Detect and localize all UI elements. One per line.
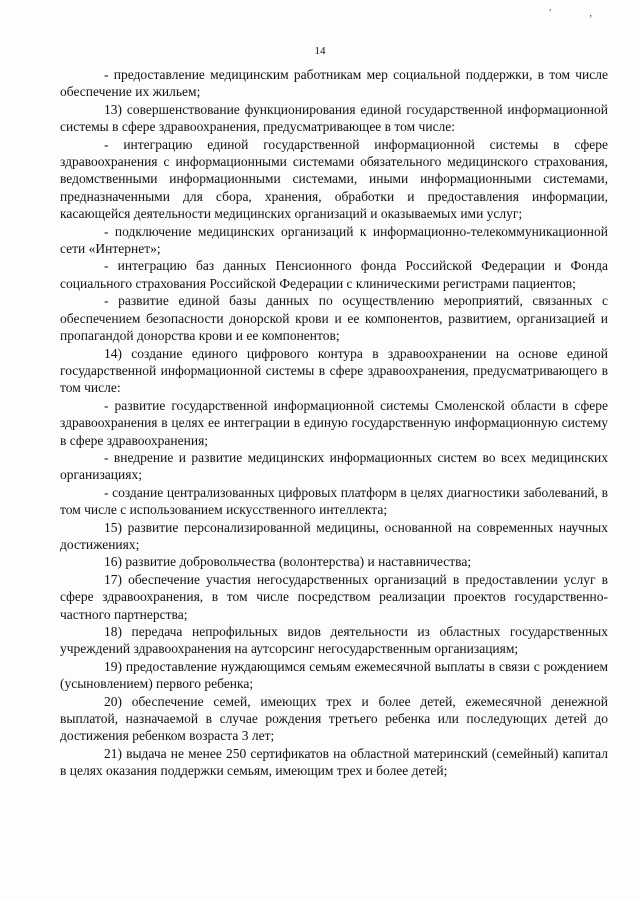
paragraph: - развитие единой базы данных по осуществлению мероприятий, связанных с обеспечением безопасности донорской крови и ее компонентов, развитием, организацией и пропагандой донорства крови и ее компонентов; — [60, 293, 608, 344]
document-body — [60, 66, 608, 780]
scan-marks: ' , — [549, 8, 610, 19]
paragraph: - интеграцию баз данных Пенсионного фонда Российской Федерации и Фонда социального страхования Российской Федерации с клиническими регистрами пациентов; — [60, 258, 608, 291]
paragraph: 21) выдача не менее 250 сертификатов на областной материнский (семейный) капитал в целях оказания поддержки семьям, имеющим трех и более детей; — [60, 745, 608, 779]
paragraph: - создание централизованных цифровых платформ в целях диагностики заболеваний, в том числе с использованием искусственного интеллекта; — [60, 484, 608, 518]
paragraph: 14) создание единого цифрового контура в здравоохранении на основе единой государственной информационной системы в сфере здравоохранения, предусматривающего в том числе: — [60, 345, 608, 396]
paragraph: - развитие государственной информационной системы Смоленской области в сфере здравоохранения в целях ее интеграции в единую государственную информационную систему в сфере здравоохранения; — [60, 397, 608, 448]
paragraph: - интеграцию единой государственной информационной системы в сфере здравоохранения с информационными системами обязательного медицинского страхования, ведомственными информационными системами, иными информационными системами, предназначенными для сбора, хранения, обработки и предоставления информации, касающейся деятельности медицинских организаций и оказываемых ими услуг; — [60, 136, 608, 222]
paragraph: 13) совершенствование функционирования единой государственной информационной системы в сфере здравоохранения, предусматривающее в том числе: — [60, 101, 608, 135]
page-number: 14 — [314, 45, 326, 57]
paragraph: 17) обеспечение участия негосударственных организаций в предоставлении услуг в сфере здравоохранения, в том числе посредством реализации проектов государственно-частного партнерства; — [60, 571, 608, 622]
paragraph: 20) обеспечение семей, имеющих трех и более детей, ежемесячной денежной выплатой, назначаемой в случае рождения третьего ребенка или последующих детей до достижения ребенком возраста 3 лет; — [60, 693, 608, 744]
paragraph: 19) предоставление нуждающимся семьям ежемесячной выплаты в связи с рождением (усыновлением) первого ребенка; — [60, 658, 608, 692]
paragraph: - предоставление медицинским работникам мер социальной поддержки, в том числе обеспечение их жильем; — [60, 67, 608, 100]
paragraph: 18) передача непрофильных видов деятельности из областных государственных учреждений здравоохранения на аутсорсинг негосударственным организациям; — [60, 624, 608, 657]
paragraph: 15) развитие персонализированной медицины, основанной на современных научных достижениях; — [60, 519, 608, 552]
paragraph: 16) развитие добровольчества (волонтерства) и наставничества; — [104, 554, 472, 570]
paragraph: - подключение медицинских организаций к информационно-телекоммуникационной сети «Интернет»; — [60, 223, 608, 257]
paragraph: - внедрение и развитие медицинских информационных систем во всех медицинских организациях; — [60, 449, 608, 483]
